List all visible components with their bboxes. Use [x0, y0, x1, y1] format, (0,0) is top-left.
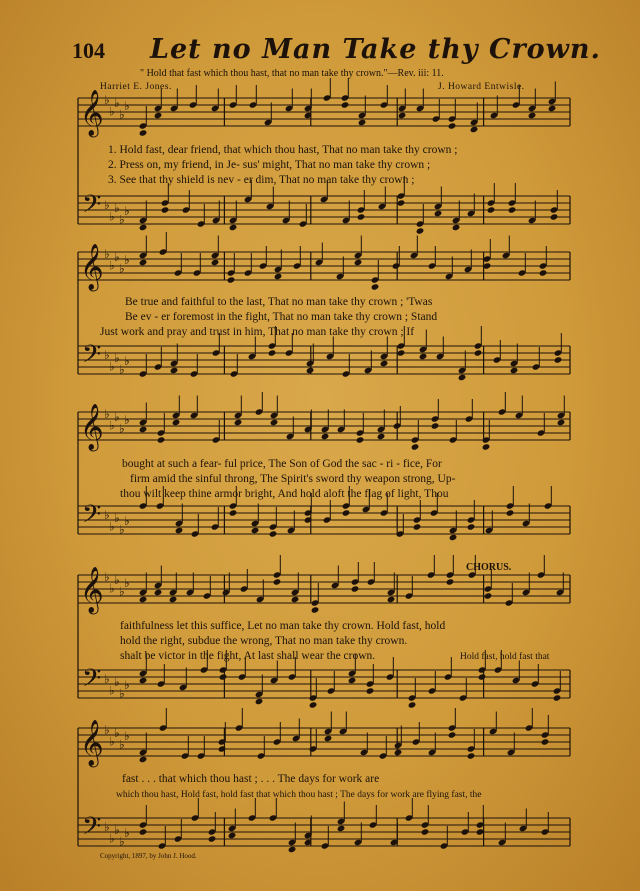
bass-notes-notehead — [208, 835, 217, 842]
flat-sign: ♭ — [114, 823, 120, 837]
bass-notes-notehead — [306, 367, 315, 374]
treble-clef: 𝄞 — [80, 567, 104, 613]
treble-notes-notehead — [448, 122, 457, 129]
bass-notes-notehead — [487, 206, 496, 213]
lyric-chorus-upper: fast . . . that which thou hast ; . . . The days for work are — [122, 773, 380, 785]
flat-sign: ♭ — [124, 413, 130, 427]
flat-sign: ♭ — [119, 212, 125, 227]
flat-sign: ♭ — [124, 99, 130, 113]
flat-sign: ♭ — [124, 253, 130, 267]
flat-sign: ♭ — [109, 519, 115, 534]
lyric-verse2-line1: 2. Press on, my friend, in Je- sus' might, That no man take thy crown ; — [108, 159, 431, 171]
bass-notes-notehead — [506, 509, 515, 516]
treble-notes-notehead — [482, 443, 491, 450]
treble-notes-notehead — [398, 112, 407, 119]
flat-sign: ♭ — [124, 576, 130, 590]
flat-sign: ♭ — [104, 672, 110, 686]
bass-notes-notehead — [342, 509, 351, 516]
treble-notes-notehead — [172, 419, 181, 426]
flat-sign: ♭ — [109, 734, 115, 749]
treble-notes-notehead — [154, 589, 163, 596]
treble-clef: 𝄞 — [80, 720, 104, 766]
treble-notes-notehead — [541, 738, 550, 745]
treble-notes-notehead — [274, 273, 283, 280]
flat-sign: ♭ — [124, 514, 130, 528]
bass-clef: 𝄢 — [82, 500, 102, 535]
hymn-title: Let no Man Take thy Crown. — [150, 34, 601, 65]
bass-notes-notehead — [268, 349, 277, 356]
flat-sign: ♭ — [124, 826, 130, 840]
flat-sign: ♭ — [109, 258, 115, 273]
treble-notes-notehead — [448, 731, 457, 738]
bass-notes-notehead — [348, 677, 357, 684]
treble-clef: 𝄞 — [80, 90, 104, 136]
treble-notes-notehead — [341, 101, 350, 108]
bass-notes-notehead — [255, 698, 264, 705]
treble-notes-notehead — [351, 585, 360, 592]
bass-notes-notehead — [476, 828, 485, 835]
lyric-verse1-line3: bought at such a fear- ful price, The Son of God the sac - ri - fice, For — [122, 458, 442, 470]
flat-sign: ♭ — [104, 198, 110, 212]
scripture-epigraph: " Hold that fast which thou hast, that no man take thy crown."—Rev. iii: 11. — [140, 68, 444, 79]
bass-notes-notehead — [553, 694, 562, 701]
treble-notes-notehead — [377, 433, 386, 440]
flat-sign: ♭ — [104, 93, 110, 107]
treble-notes-notehead — [270, 419, 279, 426]
treble-notes-notehead — [311, 606, 320, 613]
flat-sign: ♭ — [119, 421, 125, 436]
treble-notes-notehead — [446, 578, 455, 585]
flat-sign: ♭ — [124, 204, 130, 218]
flat-sign: ♭ — [124, 354, 130, 368]
treble-notes-notehead — [291, 596, 300, 603]
lyric-verse1-line4: faithfulness let this suffice, Let no man take thy crown. Hold fast, hold — [120, 620, 446, 632]
bass-notes-notehead — [161, 206, 170, 213]
flat-sign: ♭ — [109, 209, 115, 224]
flat-sign: ♭ — [114, 201, 120, 215]
treble-notes-notehead — [528, 112, 537, 119]
lyric-verse2-line2: Be ev - er foremost in the fight, That no man take thy crown ; Stand — [125, 311, 438, 323]
treble-notes-notehead — [154, 112, 163, 119]
bass-notes-notehead — [550, 213, 559, 220]
bass-notes-notehead — [478, 673, 487, 680]
treble-notes-notehead — [139, 129, 148, 136]
flat-sign: ♭ — [109, 581, 115, 596]
treble-notes-notehead — [387, 596, 396, 603]
bass-notes-notehead — [474, 349, 483, 356]
treble-notes-notehead — [139, 596, 148, 603]
treble-notes-notehead — [139, 259, 148, 266]
copyright-notice: Copyright, 1897, by John J. Hood. — [100, 852, 197, 860]
bass-notes-notehead — [397, 199, 406, 206]
lyric-chorus-bass: Hold fast, hold fast that — [460, 652, 550, 662]
bass-notes-notehead — [397, 349, 406, 356]
treble-notes-notehead — [539, 269, 548, 276]
flat-sign: ♭ — [114, 675, 120, 689]
flat-sign: ♭ — [104, 508, 110, 522]
lyric-verse3-line3: thou wilt keep thine armor bright, And hold aloft the flag of light, Thou — [120, 488, 449, 500]
bass-notes-notehead — [554, 356, 563, 363]
treble-notes-notehead — [324, 735, 333, 742]
treble-notes-notehead — [470, 126, 479, 133]
bass-notes-notehead — [366, 687, 375, 694]
flat-sign: ♭ — [104, 723, 110, 737]
treble-notes-notehead — [234, 419, 243, 426]
treble-notes-notehead — [484, 592, 493, 599]
bass-notes-notehead — [416, 227, 425, 234]
treble-notes-notehead — [358, 119, 367, 126]
bass-notes-notehead — [219, 673, 228, 680]
bass-notes-notehead — [434, 210, 443, 217]
lyric-verse3-line4: shalt be victor in the fight, At last shall wear the crown. — [120, 650, 376, 662]
page-number: 104 — [72, 38, 105, 63]
bass-notes-notehead — [357, 213, 366, 220]
bass-notes-notehead — [139, 224, 148, 231]
bass-notes-notehead — [229, 224, 238, 231]
flat-sign: ♭ — [109, 683, 115, 698]
flat-sign: ♭ — [119, 686, 125, 701]
treble-notes-notehead — [431, 422, 440, 429]
lyric-verse2-line3: firm amid the sinful throng, The Spirit's sword thy weapon strong, Up- — [130, 473, 456, 485]
treble-notes-notehead — [227, 276, 236, 283]
bass-notes-notehead — [139, 677, 148, 684]
flat-sign: ♭ — [114, 726, 120, 740]
flat-sign: ♭ — [104, 348, 110, 362]
author-credit: Harriet E. Jones. — [100, 82, 172, 92]
flat-sign: ♭ — [114, 410, 120, 424]
treble-notes-notehead — [157, 436, 166, 443]
bass-notes-notehead — [419, 353, 428, 360]
flat-sign: ♭ — [114, 511, 120, 525]
flat-sign: ♭ — [119, 522, 125, 537]
treble-notes-notehead — [169, 596, 178, 603]
treble-notes-notehead — [548, 105, 557, 112]
bass-notes-notehead — [175, 527, 184, 534]
flat-sign: ♭ — [104, 247, 110, 261]
flat-sign: ♭ — [114, 250, 120, 264]
treble-notes-notehead — [321, 433, 330, 440]
bass-notes-notehead — [467, 523, 476, 530]
flat-sign: ♭ — [114, 96, 120, 110]
flat-sign: ♭ — [104, 820, 110, 834]
bass-notes-notehead — [510, 367, 519, 374]
treble-notes-notehead — [356, 436, 365, 443]
flat-sign: ♭ — [124, 678, 130, 692]
bass-notes-notehead — [508, 206, 517, 213]
treble-notes-notehead — [211, 259, 220, 266]
treble-notes-notehead — [139, 756, 148, 763]
bass-notes-notehead — [170, 367, 179, 374]
treble-notes-notehead — [467, 752, 476, 759]
bass-notes-notehead — [452, 224, 461, 231]
flat-sign: ♭ — [119, 834, 125, 849]
flat-sign: ♭ — [119, 737, 125, 752]
flat-sign: ♭ — [109, 359, 115, 374]
bass-clef: 𝄢 — [82, 190, 102, 225]
bass-notes-notehead — [139, 828, 148, 835]
treble-clef: 𝄞 — [80, 244, 104, 290]
flat-sign: ♭ — [104, 407, 110, 421]
bass-clef: 𝄢 — [82, 664, 102, 699]
flat-sign: ♭ — [109, 418, 115, 433]
bass-notes-notehead — [408, 701, 417, 708]
treble-notes-notehead — [139, 426, 148, 433]
bass-notes-notehead — [458, 374, 467, 381]
flat-sign: ♭ — [114, 573, 120, 587]
lyric-chorus-lower: which thou hast, Hold fast, hold fast that which thou hast ; The days for work are flying fast, the — [116, 790, 482, 800]
flat-sign: ♭ — [119, 362, 125, 377]
flat-sign: ♭ — [119, 107, 125, 122]
bass-clef: 𝄢 — [82, 340, 102, 375]
treble-clef: 𝄞 — [80, 404, 104, 450]
bass-notes-notehead — [380, 360, 389, 367]
treble-notes-notehead — [394, 749, 403, 756]
flat-sign: ♭ — [124, 729, 130, 743]
flat-sign: ♭ — [114, 351, 120, 365]
bass-notes-notehead — [269, 530, 278, 537]
treble-notes-notehead — [354, 259, 363, 266]
flat-sign: ♭ — [119, 261, 125, 276]
flat-sign: ♭ — [104, 570, 110, 584]
flat-sign: ♭ — [109, 104, 115, 119]
lyric-verse2-line4: hold the right, subdue the wrong, That no man take thy crown. — [120, 635, 408, 647]
lyric-verse1-line1: 1. Hold fast, dear friend, that which thou hast, That no man take thy crown ; — [108, 144, 458, 156]
treble-notes-notehead — [371, 283, 380, 290]
lyric-verse3-line2: Just work and pray and trust in him, That no man take thy crown ; If — [100, 326, 415, 338]
bass-notes-notehead — [413, 523, 422, 530]
bass-notes-notehead — [309, 701, 318, 708]
treble-notes-notehead — [273, 578, 282, 585]
treble-notes-notehead — [557, 419, 566, 426]
lyric-verse1-line2: Be true and faithful to the last, That no man take thy crown ; 'Twas — [125, 296, 433, 308]
bass-notes-notehead — [288, 846, 297, 853]
flat-sign: ♭ — [119, 584, 125, 599]
composer-credit: J. Howard Entwisle. — [438, 82, 525, 92]
bass-clef: 𝄢 — [82, 812, 102, 847]
flat-sign: ♭ — [109, 831, 115, 846]
treble-notes-notehead — [411, 443, 420, 450]
bass-notes-notehead — [251, 527, 260, 534]
bass-notes-notehead — [228, 832, 237, 839]
bass-notes-notehead — [229, 509, 238, 516]
bass-notes-notehead — [421, 828, 430, 835]
lyric-verse3-line1: 3. See that thy shield is nev - er dim, That no man take thy crown ; — [108, 174, 415, 186]
bass-notes-notehead — [337, 825, 346, 832]
chorus-label: CHORUS. — [466, 562, 512, 573]
bass-notes-notehead — [449, 534, 458, 541]
